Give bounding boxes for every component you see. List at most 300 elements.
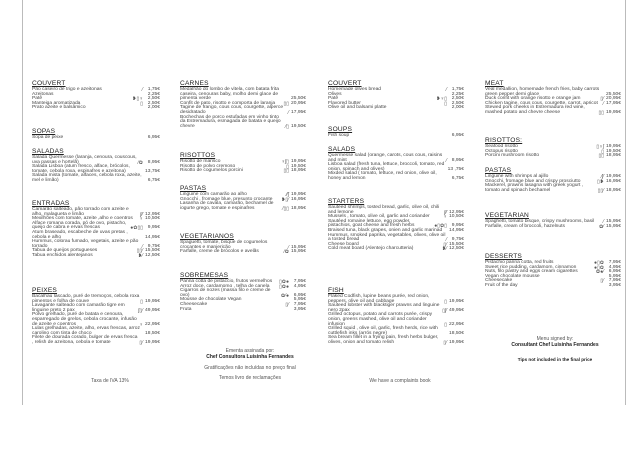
egg-icon: ● <box>285 292 289 299</box>
allergen-icons <box>139 217 143 222</box>
item-name: Vegan chocolate mousse <box>485 273 540 279</box>
dairy-icon: ▯ <box>596 144 600 150</box>
item-name: Risotto de cogumelos porcini <box>180 168 243 174</box>
item-name: Camarão salteado, pão torrado com azeite e alho, malagueta e limão <box>32 207 129 217</box>
chili-icon: ⁄ <box>446 209 447 216</box>
item-name: Chicken tagine, cous cous, courgette, carrot, apricot <box>485 100 598 106</box>
menu-section <box>328 287 464 346</box>
menu-item <box>32 106 160 111</box>
egg-icon: ● <box>594 264 598 271</box>
dairy-icon: ▯ <box>443 339 447 346</box>
item-price: 18,95€ <box>606 187 621 193</box>
chili-icon: ⁄ <box>137 159 139 166</box>
item-name: Olives <box>328 91 342 97</box>
menu-section <box>485 212 621 229</box>
item-price: 4,95€ <box>608 264 621 270</box>
item-price: 19,95€ <box>291 192 306 197</box>
item-price: 18,50€ <box>449 330 464 336</box>
allergen-icons <box>283 207 289 212</box>
left-border <box>22 0 23 405</box>
item-price: 17,95€ <box>291 109 306 115</box>
gluten-icon: ♆ <box>599 144 603 150</box>
item-price: 2,00€ <box>451 105 464 111</box>
item-price: 49,95€ <box>449 307 464 313</box>
item-name: Cigarros de nozes (massa filo e creme de ovo) <box>180 288 271 298</box>
chili-icon: ⁄ <box>287 192 288 198</box>
item-name: Cold meat board (Alentejo charcutteria) <box>328 246 414 252</box>
item-name: Sauteed lobster with blacktiger prawns and linguine nero 2pax <box>328 303 440 313</box>
chili-icon: ⁄ <box>142 252 143 259</box>
allergen-icons <box>284 250 289 255</box>
menu-item <box>32 336 160 345</box>
chili-icon: ⁄ <box>446 246 447 253</box>
item-price: 25,50€ <box>606 91 621 97</box>
item-price: 15,95€ <box>606 223 621 229</box>
fish-icon: ❥ <box>281 196 286 203</box>
dairy-icon: ▯ <box>444 321 447 328</box>
nuts-icon: ✿ <box>595 269 601 276</box>
item-price: 6,95€ <box>147 135 160 140</box>
allergen-icons <box>283 169 289 174</box>
shellfish-icon: ʃ <box>140 211 142 218</box>
dairy-icon: ▯ <box>139 339 143 346</box>
allergen-icons <box>140 300 143 305</box>
section-title: SOUPS <box>328 126 353 133</box>
menu-item <box>328 106 464 111</box>
gluten-icon: ♆ <box>139 321 143 328</box>
fish-icon: ❥ <box>137 252 143 259</box>
dairy-icon: ▯ <box>443 241 447 248</box>
dairy-icon: ▯ <box>140 298 143 305</box>
dairy-icon: ▯ <box>286 168 289 175</box>
item-name: Salada Quermesse (laranja, cenoura, couscous, uva passas e hortelã) <box>32 155 137 165</box>
dairy-icon: ▯ <box>140 100 143 107</box>
item-name: Hummus, colorau fumado, vegetais, azeite e pão torrado <box>32 239 139 249</box>
chef-name: Chef Consultora Luisinha Fernandes <box>206 354 294 360</box>
dairy-icon: ▯ <box>442 307 446 314</box>
item-name: Bochechas de porco estufadas em vinho tinto da Estremadura, esmagada de batata e queijo chevre <box>180 114 281 129</box>
dairy-icon: ▯ <box>136 96 140 103</box>
item-price: 18,95€ <box>291 168 306 174</box>
dairy-icon: ▯ <box>597 260 600 266</box>
item-name: Quermesse salad (orange, carots, cous cous, raisins and mint <box>328 153 443 163</box>
item-name: Homemade olives bread <box>328 87 382 92</box>
item-name: Arroz doce, cardamomo , telha de canela <box>180 283 270 289</box>
menu-section <box>485 253 621 289</box>
chili-icon: ⁄ <box>142 248 143 255</box>
section-title: COUVERT <box>328 80 362 87</box>
item-price: 2,25€ <box>451 91 464 97</box>
dairy-icon: ▯ <box>601 148 604 155</box>
item-name: Gnocchi, fromage blue and crispy prosciutto <box>485 178 581 184</box>
dairy-icon: ▯ <box>137 225 141 232</box>
nuts-icon: ✿ <box>440 223 445 230</box>
chili-icon: ⁄ <box>288 109 289 116</box>
section-title: RISOTTOS: <box>485 137 523 144</box>
allergen-icons <box>443 215 447 220</box>
nuts-icon: ✿ <box>284 249 289 256</box>
item-name: Tabua de queijos portugueses <box>32 248 98 254</box>
item-name: Porcini mushroom risotto <box>485 153 540 159</box>
item-name: Seafood risotto <box>485 144 518 149</box>
chili-icon: ⁄ <box>446 157 447 164</box>
dairy-icon: ▯ <box>286 163 289 170</box>
tax-note: Taxa de IVA 13% <box>91 378 129 384</box>
gluten-icon: ♆ <box>139 96 143 103</box>
menu-item <box>180 202 306 211</box>
item-price: 49,95€ <box>145 307 160 313</box>
item-price: 3,95€ <box>293 306 306 312</box>
item-name: Pistachio panna cotta, red fruits <box>485 260 554 265</box>
dairy-icon: ▯ <box>444 100 447 107</box>
gluten-icon: ♆ <box>443 214 447 221</box>
item-price: 8,95€ <box>451 157 464 163</box>
section-title: VEGETARIANOS <box>180 233 234 240</box>
dairy-icon: ▯ <box>139 248 143 255</box>
item-name: Mackerel, prawns lasagna with greek yogurt , tomato and spinach bechamel <box>485 183 584 193</box>
item-price: 12,50€ <box>145 252 160 258</box>
egg-icon: ● <box>130 225 134 232</box>
item-name: Tagine de frango, cous cous, courgette, alperce desidratado <box>180 105 284 115</box>
item-name: Prato azeite e balsâmico <box>32 105 86 111</box>
allergen-icons <box>598 154 604 159</box>
item-price: 6,75€ <box>147 177 160 183</box>
item-price: 19,95€ <box>449 298 464 304</box>
menu-section <box>485 137 621 159</box>
menu-item <box>32 174 160 183</box>
section-title: SALADAS <box>32 148 64 155</box>
item-name: Filete de dourada corado, bulger de ervas fresca , relish de azeitona, cebola e tomate <box>32 335 138 345</box>
item-name: Gnocchi , fromage blue, presunto crocante <box>180 196 273 202</box>
item-price: 19,50€ <box>291 123 306 129</box>
allergen-icons <box>597 180 604 185</box>
item-name: Sautéed shrimps, tosted bread, garlic, olive oil, chili and lemone <box>328 205 440 215</box>
item-price: 9,95€ <box>451 223 464 229</box>
item-price: 2,50€ <box>451 96 464 102</box>
item-name: Spaguetti, tomate, bisque de cogumelos crocantes e manjericão <box>180 240 268 250</box>
chili-icon: ⁄ <box>603 223 604 230</box>
item-price: 9,95€ <box>147 225 160 231</box>
dairy-icon: ▯ <box>600 96 604 103</box>
item-price: 22,95€ <box>449 321 464 327</box>
section-title: SOPAS <box>32 128 56 135</box>
menu-section <box>32 128 160 141</box>
item-name: Hummus, smoked paprika, vegetables, olives, olive oil a tosted bread <box>328 232 446 243</box>
menu-item <box>180 308 306 313</box>
chili-icon: ⁄ <box>142 307 143 314</box>
item-name: Lisboa salad (fresh tuna, lettuce, broccoli, tomato, red onion, spinach and olives) <box>328 162 445 172</box>
dairy-icon: ▯ <box>286 159 289 165</box>
menu-section <box>32 148 160 184</box>
item-name: Pão caseiro de trigo e azeitonas <box>32 87 102 92</box>
item-price: 5,95€ <box>293 297 306 303</box>
item-name: Mexilhões com tomate, azeite ,alho e coentros <box>32 216 133 222</box>
item-price: 7,95€ <box>293 279 306 284</box>
allergen-icons <box>442 247 447 252</box>
egg-icon: ● <box>434 223 438 230</box>
nuts-icon: ✿ <box>598 223 604 230</box>
item-price: 6,95€ <box>293 292 306 298</box>
item-price: 15,95€ <box>291 244 306 250</box>
item-name: Salada mista (tomate, alfaces, cebola roxa, azeite, mel e limão) <box>32 173 142 183</box>
section-title: SOBREMESAS <box>180 272 229 279</box>
menu-item <box>328 172 464 181</box>
chili-icon: ⁄ <box>445 209 447 216</box>
shellfish-icon: ʃ <box>285 159 287 165</box>
item-price: 10,50€ <box>449 214 464 220</box>
section-title: MEAT <box>485 80 504 87</box>
item-name: Fruit of the day <box>485 282 518 288</box>
item-name: Medalhão do lombo de vitela, com batata frita caseira, cenouras baby, molho demi glace de pimenta verde <box>180 87 279 102</box>
item-name: Veal medallion, homemade french fries, baby carrots green pepper demi glace <box>485 87 600 97</box>
allergen-icons <box>138 254 143 259</box>
chili-icon: ⁄ <box>446 339 447 346</box>
dairy-icon: ▯ <box>283 100 287 107</box>
item-price: 3,95€ <box>608 282 621 288</box>
item-name: Salada Lisboa (atum fresco, alface, brócolos, tomate, cebola roxa, espinafres e azeitona) <box>32 164 130 174</box>
nuts-icon: ✿ <box>281 283 286 290</box>
chili-icon: ⁄ <box>603 278 604 285</box>
chili-icon: ⁄ <box>603 96 604 103</box>
signature-en <box>480 336 630 362</box>
item-price: 17,95€ <box>606 100 621 106</box>
item-name: Nuts, filo pastry and eggs cream cigarettes <box>485 269 578 275</box>
menu-item <box>180 88 306 102</box>
item-name: Manteiga aromatizada <box>32 100 81 106</box>
item-price: 14,95€ <box>449 227 464 233</box>
dairy-icon: ▯ <box>279 279 282 285</box>
dairy-icon: ▯ <box>444 298 447 305</box>
shellfish-icon: ʃ <box>138 307 140 314</box>
item-name: Mussels , tomato, olive oil, garlic and coriander <box>328 214 430 220</box>
menu-item <box>32 254 160 259</box>
item-name: Patê <box>328 96 339 102</box>
item-name: Risotto de polvo cremoso <box>180 163 236 169</box>
menu-section <box>180 185 306 211</box>
section-title: PASTAS <box>180 185 207 192</box>
fish-icon: ❥ <box>436 96 441 103</box>
chili-icon: ⁄ <box>446 87 447 93</box>
item-price: 19,50€ <box>291 163 306 169</box>
item-name: Mixded salad ( tomato, lettuce, red onion, olive oil, honey and lemon <box>328 171 437 181</box>
item-price: 14,95€ <box>145 234 160 240</box>
menu-section <box>180 152 306 174</box>
allergen-icons <box>444 300 447 305</box>
dairy-icon: ▯ <box>139 307 143 314</box>
item-name: Sea bream fillet in a frying pain, fresh herbs bulger, olives, onion and tomato relish <box>328 335 439 345</box>
item-price: 15,50€ <box>145 248 160 254</box>
item-name: Grilled squid , olive oil, garlic, fresh herds, rice with cuttlefish inks (arrós negre) <box>328 326 438 336</box>
chili-icon: ⁄ <box>283 249 285 256</box>
item-name: Linguine com camarão ao alho <box>180 192 247 197</box>
item-price: 8,95€ <box>147 159 160 165</box>
item-name: Mousse de chocolate Vegan <box>180 297 242 303</box>
menu-section <box>32 80 160 111</box>
item-price: 6,95€ <box>608 269 621 275</box>
item-price: 20,95€ <box>291 100 306 106</box>
dairy-icon: ▯ <box>140 225 143 232</box>
item-price: 19,95€ <box>449 339 464 345</box>
item-price: 16,95€ <box>606 178 621 184</box>
egg-icon: ● <box>285 279 289 285</box>
egg-icon: ● <box>285 283 289 290</box>
shellfish-icon: ʃ <box>287 192 289 198</box>
item-price: 9,75€ <box>147 243 160 249</box>
item-name: Panna cotta de pistaccio, frutos vermelhos <box>180 279 273 284</box>
item-name: Flavored butter <box>328 100 361 106</box>
dairy-icon: ▯ <box>286 100 289 107</box>
chili-icon: ⁄ <box>446 237 447 244</box>
item-price: 13 ,75€ <box>447 166 464 172</box>
dairy-icon: ▯ <box>285 301 289 308</box>
menu-section <box>32 287 160 346</box>
menu-item <box>485 154 621 159</box>
item-price: 9,75€ <box>451 237 464 243</box>
menu-section <box>328 146 464 182</box>
item-price: 6,95€ <box>451 133 464 138</box>
menu-section <box>180 80 306 129</box>
item-name: Azeitonas <box>32 91 54 97</box>
item-price: 7,95€ <box>293 301 306 307</box>
item-price: 22,95€ <box>145 321 160 327</box>
section-title: VEGETARIAN <box>485 212 530 219</box>
item-price: 1,75€ <box>147 87 160 92</box>
dairy-icon: ▯ <box>598 109 602 116</box>
allergen-icons <box>603 102 604 107</box>
gluten-icon: ♆ <box>139 216 143 223</box>
chili-icon: ⁄ <box>603 100 604 107</box>
chili-icon: ⁄ <box>603 219 604 225</box>
section-title: RISOTTOS <box>180 152 216 159</box>
item-price: 2,00€ <box>147 105 160 111</box>
item-price: 19,95€ <box>291 159 306 164</box>
nuts-icon: ✿ <box>281 279 286 285</box>
item-price: 15,95€ <box>606 219 621 224</box>
section-title: FISH <box>328 287 344 294</box>
item-price: 18,95€ <box>291 205 306 211</box>
menu-item <box>485 284 621 289</box>
gluten-icon: ♆ <box>440 96 445 103</box>
item-name: Alface romana corada, pó de ovo, pistacho, queijo de cabra e ervas frescas <box>32 220 127 231</box>
item-price: 19,95€ <box>606 174 621 179</box>
item-price: 19,50€ <box>606 148 621 154</box>
item-price: 19,95€ <box>145 298 160 304</box>
item-price: 2,25€ <box>147 91 160 97</box>
item-price: 6,75€ <box>451 175 464 181</box>
shellfish-icon: ʃ <box>602 144 604 150</box>
chili-icon: ⁄ <box>286 192 288 198</box>
item-price: 1,75€ <box>451 87 464 92</box>
signed-by-label: Ementa assinada por: <box>225 348 275 354</box>
dairy-icon: ▯ <box>285 196 289 203</box>
item-price: 20,95€ <box>606 96 621 102</box>
item-price: 5,95€ <box>608 273 621 279</box>
menu-section <box>32 200 160 259</box>
item-price: 2,50€ <box>147 100 160 106</box>
item-name: Risotto de marisco <box>180 159 221 164</box>
fish-icon: ❥ <box>132 96 137 103</box>
menu-item <box>180 169 306 174</box>
dairy-icon: ▯ <box>597 178 600 185</box>
item-name: Fish soup <box>328 133 350 138</box>
item-name: Patê <box>32 96 43 102</box>
item-name: Polvo grelhado, puré de batata e cenoura, esparregado de grelos, cebola crocante, infusão de azeite e coentros <box>32 312 137 327</box>
menu-item <box>485 184 621 193</box>
item-price: 15,95€ <box>291 249 306 255</box>
item-name: Braised tuna, black grapes, onien and garlic marinad <box>328 227 443 233</box>
item-price: 25,50€ <box>291 96 306 102</box>
item-price: 13,75€ <box>145 168 160 174</box>
chili-icon: ⁄ <box>446 307 447 314</box>
chili-icon: ⁄ <box>142 87 143 93</box>
shellfish-icon: ʃ <box>602 174 604 180</box>
chili-icon: ⁄ <box>285 292 286 299</box>
allergen-icons <box>285 125 289 130</box>
section-title: SALADS <box>328 146 356 153</box>
item-name: Confit de pato, risotto e comporta de laranja <box>180 100 276 106</box>
menu-item <box>485 225 621 230</box>
complaints-note-en: We have a complaints book <box>369 378 431 384</box>
menu-section <box>328 198 464 252</box>
allergen-icons <box>598 111 604 116</box>
chili-icon: ⁄ <box>141 211 143 218</box>
allergen-icons <box>139 341 143 346</box>
item-price: 19,95€ <box>606 109 621 115</box>
dairy-icon: ▯ <box>279 283 282 290</box>
chili-icon: ⁄ <box>288 301 289 308</box>
item-name: Cheesecake <box>485 278 513 284</box>
item-price: 4,95€ <box>293 283 306 289</box>
section-title: PASTAS <box>485 167 512 174</box>
item-name: Lavagante salteado com camarão tigre em linguine preto 2 pax <box>32 303 125 313</box>
dairy-icon: ▯ <box>597 187 601 194</box>
item-price: 7,95€ <box>608 260 621 265</box>
nuts-icon: ✿ <box>138 159 143 166</box>
section-title: ENTRADAS <box>32 200 70 207</box>
dairy-icon: ▯ <box>437 223 441 230</box>
menu-section <box>180 272 306 312</box>
dairy-icon: ▯ <box>283 168 287 175</box>
dairy-icon: ▯ <box>601 109 604 116</box>
item-name: Linguine with shrimps al ajillo <box>485 174 549 179</box>
item-name: Spaghetti, tomato bisque, crispy mushrooms, basil <box>485 219 595 224</box>
item-price: 19,95€ <box>145 339 160 345</box>
item-name: Octopus risotto <box>485 148 518 154</box>
item-name: Stewed pork cheeks in Estremadura red wine, mashed potato and chevre cheese <box>485 105 585 115</box>
item-price: 2,50€ <box>451 100 464 106</box>
chili-icon: ⁄ <box>603 174 604 180</box>
item-price: 16,95€ <box>291 196 306 202</box>
item-price: 18,50€ <box>145 330 160 336</box>
item-name: Tabua enchidos alentejanos <box>32 252 93 258</box>
section-title: PEIXES <box>32 287 58 294</box>
item-name: Grilled octopus, potato and carrots purée, crispy onion, greens mashed, olive oil and coriander infusion <box>328 312 433 327</box>
nuts-icon: ✿ <box>599 260 604 266</box>
chili-icon: ⁄ <box>285 123 287 130</box>
section-title: DESSERTS <box>485 253 523 260</box>
menu-section <box>485 167 621 193</box>
egg-icon: ● <box>594 260 598 266</box>
egg-icon: ● <box>600 269 604 276</box>
tips-note: Tips not included in the final price <box>517 357 593 362</box>
item-name: Sautéed romaine lettuce, egg powder, pistachios, goat cheese and fresh herbs <box>328 218 415 229</box>
section-title: CARNES <box>180 80 209 87</box>
dairy-icon: ▯ <box>597 264 600 271</box>
item-name: Lulas grelhadas, azeite, alho, ervas frescas, arroz carolino com tinta de choco <box>32 326 140 336</box>
signature-pt <box>175 348 325 381</box>
menu-item <box>485 106 621 115</box>
item-price: 19,95€ <box>606 144 621 149</box>
